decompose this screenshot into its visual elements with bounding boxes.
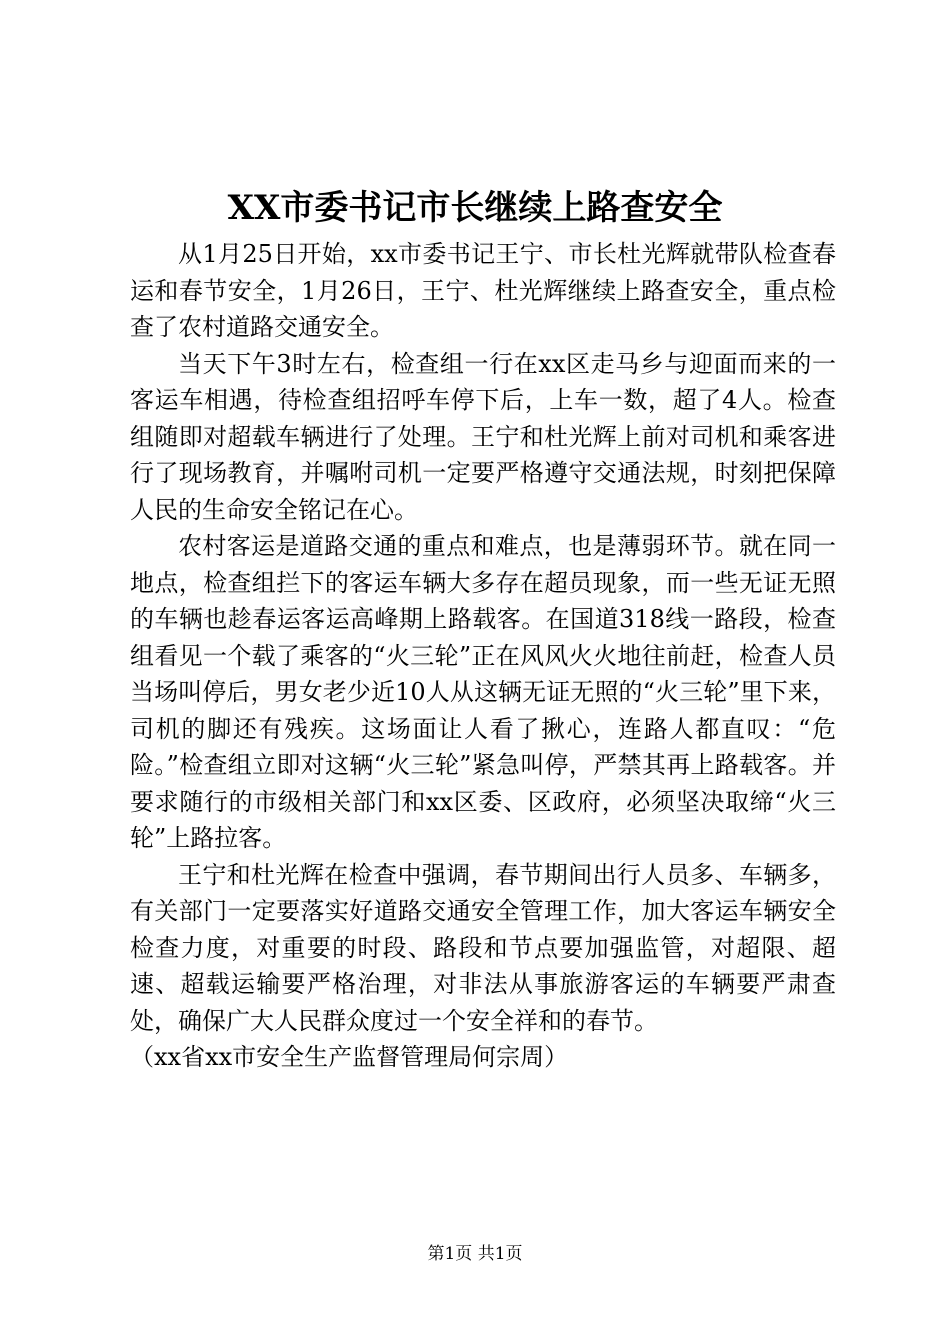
page-number-footer: 第1页 共1页 [427,1244,523,1264]
paragraph-4: 王宁和杜光辉在检查中强调，春节期间出行人员多、车辆多，有关部门一定要落实好道路交通安全管理工作，加大客运车辆安全检查力度，对重要的时段、路段和节点要加强监管，对超限、超速、超载运输要严格治理，对非法从事旅游客运的车辆要严肃查处，确保广大人民群众度过一个安全祥和的春节。 [130,860,836,1035]
document-body [130,236,836,1076]
document-title: XX市委书记市长继续上路查安全 [227,188,723,228]
author-signature: （xx省xx市安全生产监督管理局何宗周） [130,1043,569,1071]
paragraph-2: 当天下午3时左右，检查组一行在xx区走马乡与迎面而来的一客运车相遇，待检查组招呼车停下后，上车一数，超了4人。检查组随即对超载车辆进行了处理。王宁和杜光辉上前对司机和乘客进行了现场教育，并嘱咐司机一定要严格遵守交通法规，时刻把保障人民的生命安全铭记在心。 [130,349,836,524]
paragraph-1: 从1月25日开始，xx市委书记王宁、市长杜光辉就带队检查春运和春节安全，1月26日，王宁、杜光辉继续上路查安全，重点检查了农村道路交通安全。 [130,240,836,341]
paragraph-3: 农村客运是道路交通的重点和难点，也是薄弱环节。就在同一地点，检查组拦下的客运车辆大多存在超员现象，而一些无证无照的车辆也趁春运客运高峰期上路载客。在国道318线一路段，检查组看见一个载了乘客的“火三轮”正在风风火火地往前赶，检查人员当场叫停后，男女老少近10人从这辆无证无照的“火三轮”里下来，司机的脚还有残疾。这场面让人看了揪心，连路人都直叹：“危险。”检查组立即对这辆“火三轮”紧急叫停，严禁其再上路载客。并要求随行的市级相关部门和xx区委、区政府，必须坚决取缔“火三轮”上路拉客。 [130,532,836,852]
